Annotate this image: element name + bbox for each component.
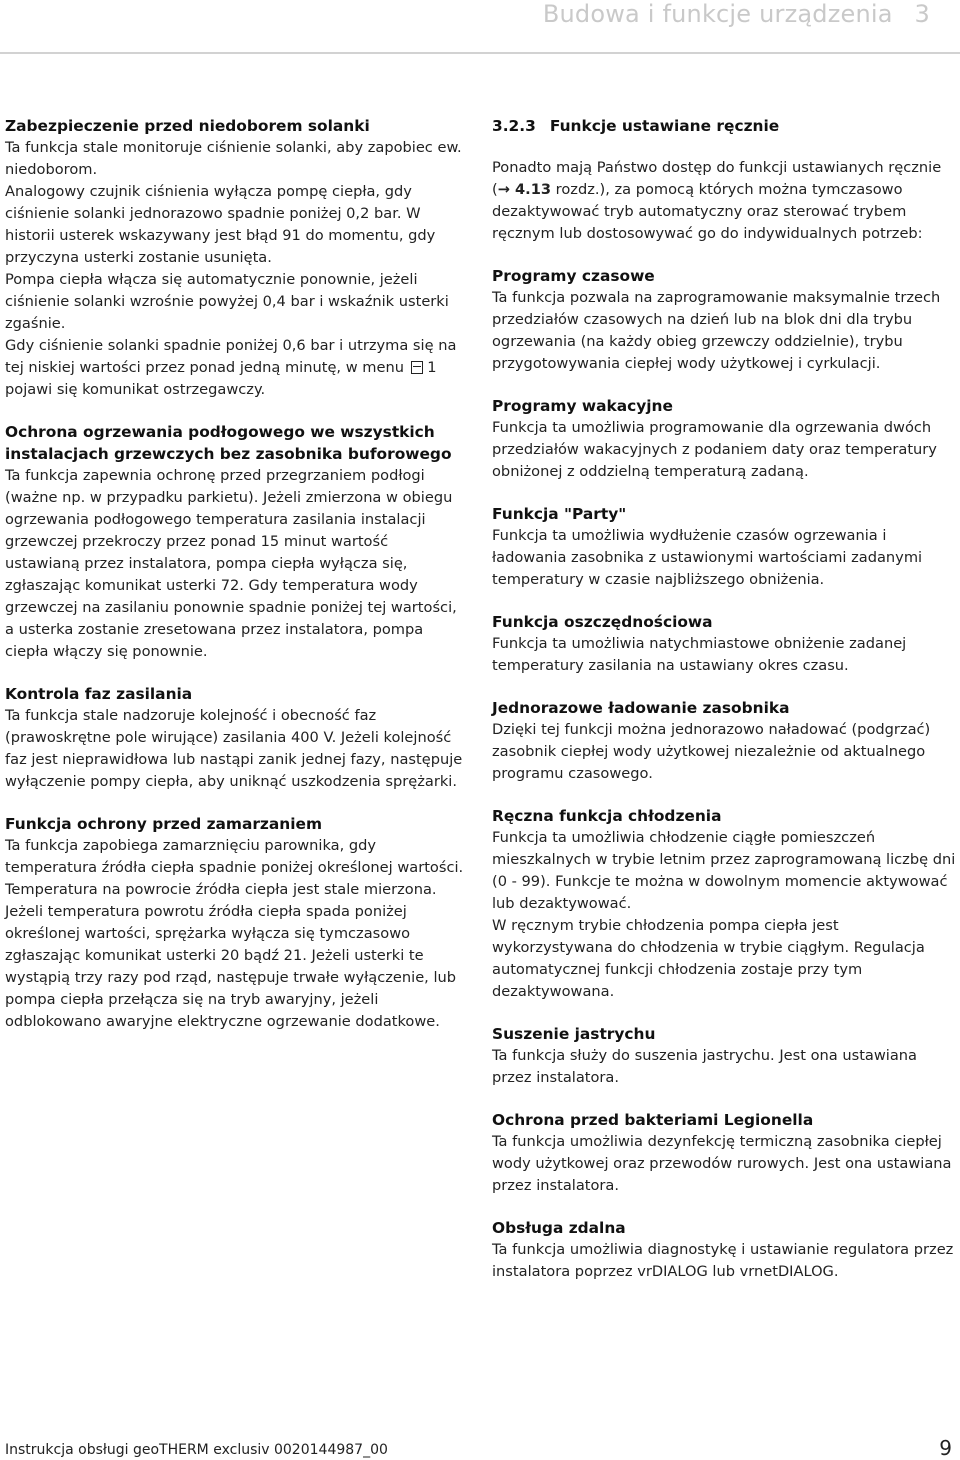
item-manual-cooling bbox=[492, 805, 957, 1003]
section-heading: Funkcja ochrony przed zamarzaniem bbox=[5, 815, 322, 833]
section-paragraph: Ta funkcja zapobiega zamarznięciu parownika, gdy temperatura źródła ciepła spadnie poniżej określonej wartości. bbox=[5, 837, 464, 876]
section-brine-protection bbox=[5, 115, 467, 401]
intro-text-after: rozdz.), za pomocą których można tymczasowo dezaktywować tryb automatyczny oraz sterować trybem ręcznym lub dostosowywać go do indywidualnych potrzeb: bbox=[492, 181, 923, 242]
header-title bbox=[543, 0, 930, 28]
section-intro bbox=[492, 157, 957, 245]
item-heading: Programy wakacyjne bbox=[492, 397, 673, 415]
section-paragraph: Analogowy czujnik ciśnienia wyłącza pompę ciepła, gdy ciśnienie solanki jednorazowo spadnie poniżej 0,2 bar. W historii usterek wskazywany jest błąd 91 do momentu, gdy przyczyna usterki zostanie usunięta. bbox=[5, 183, 436, 266]
section-heading: Ochrona ogrzewania podłogowego we wszystkich instalacjach grzewczych bez zasobnika buforowego bbox=[5, 423, 452, 463]
section-title bbox=[492, 115, 957, 137]
left-column bbox=[5, 115, 467, 1053]
item-paragraph: Funkcja ta umożliwia programowanie dla ogrzewania dwóch przedziałów wakacyjnych z podaniem daty oraz temperatury obniżonej z oddzielną temperaturą zadaną. bbox=[492, 419, 937, 480]
section-paragraph: Ta funkcja stale monitoruje ciśnienie solanki, aby zapobiec ew. niedoborom. bbox=[5, 139, 462, 178]
item-party-function bbox=[492, 503, 957, 591]
section-paragraph: Temperatura na powrocie źródła ciepła jest stale mierzona. Jeżeli temperatura powrotu źródła ciepła spada poniżej określonej wartości, sprężarka wyłącza się tymczasowo zgłaszając komunikat usterki 20 bądź 21. Jeżeli usterki te wystąpią trzy razy pod rząd, następuje trwałe wyłączenie, lub pompa ciepła przełącza się na tryb awaryjny, jeżeli odblokowano awaryjne elektryczne ogrzewanie dodatkowe. bbox=[5, 881, 457, 1030]
intro-paragraph bbox=[492, 157, 957, 245]
section-paragraph: Pompa ciepła włącza się automatycznie ponownie, jeżeli ciśnienie solanki wzrośnie powyżej 0,4 bar i wskaźnik usterki zgaśnie. bbox=[5, 271, 449, 332]
intro-text-before: Ponadto mają Państwo dostęp do funkcji ustawianych ręcznie ( bbox=[492, 159, 942, 198]
section-heading: Kontrola faz zasilania bbox=[5, 685, 193, 703]
item-heading: Funkcja "Party" bbox=[492, 505, 627, 523]
item-paragraph: Dzięki tej funkcji można jednorazowo naładować (podgrzać) zasobnik ciepłej wody użytkowej niezależnie od aktualnego programu czasowego. bbox=[492, 721, 931, 782]
footer-document-title: Instrukcja obsługi geoTHERM exclusiv 0020144987_00 bbox=[5, 1442, 388, 1458]
section-paragraph-menu bbox=[5, 335, 467, 401]
item-heading: Jednorazowe ładowanie zasobnika bbox=[492, 699, 790, 717]
footer-page-number: 9 bbox=[939, 1436, 952, 1460]
item-paragraph: Funkcja ta umożliwia wydłużenie czasów ogrzewania i ładowania zasobnika z ustawionymi wartościami zadanymi temperatury w czasie najbliższego obniżenia. bbox=[492, 527, 923, 588]
item-paragraph: Funkcja ta umożliwia natychmiastowe obniżenie zadanej temperatury zasilania na ustawiany okres czasu. bbox=[492, 635, 907, 674]
item-time-programs bbox=[492, 265, 957, 375]
item-paragraph: Ta funkcja umożliwia diagnostykę i ustawianie regulatora przez instalatora poprzez vrDIALOG lub vrnetDIALOG. bbox=[492, 1241, 954, 1280]
header-rule bbox=[0, 52, 960, 54]
item-paragraph: Ta funkcja umożliwia dezynfekcję termiczną zasobnika ciepłej wody użytkowej oraz przewodów rurowych. Jest ona ustawiana przez instalatora. bbox=[492, 1133, 952, 1194]
item-heading: Funkcja oszczędnościowa bbox=[492, 613, 713, 631]
cross-reference-link[interactable]: → 4.13 bbox=[497, 181, 552, 198]
section-phase-control bbox=[5, 683, 467, 793]
section-number: 3.2.3 bbox=[492, 117, 536, 135]
right-column bbox=[492, 115, 957, 1303]
item-heading: Programy czasowe bbox=[492, 267, 655, 285]
header-chapter-number: 3 bbox=[914, 0, 930, 28]
section-floor-heating-protection bbox=[5, 421, 467, 663]
section-title-text: Funkcje ustawiane ręcznie bbox=[549, 117, 780, 135]
section-frost-protection bbox=[5, 813, 467, 1033]
item-heading: Ręczna funkcja chłodzenia bbox=[492, 807, 722, 825]
section-paragraph: Ta funkcja zapewnia ochronę przed przegrzaniem podłogi (ważne np. w przypadku parkietu). Jeżeli zmierzona w obiegu ogrzewania podłogowego temperatura zasilania instalacji grzewczej przekroczy przez ponad 15 minut wartość ustawianą przez instalatora, pompa ciepła wyłącza się, zgłaszając komunikat usterki 72. Gdy temperatura wody grzewczej na zasilaniu ponownie spadnie poniżej tej wartości, a usterka zostanie zresetowana przez instalatora, pompa ciepła włączy się ponownie. bbox=[5, 467, 457, 660]
item-paragraph: W ręcznym trybie chłodzenia pompa ciepła jest wykorzystywana do chłodzenia w trybie ciągłym. Regulacja automatycznej funkcji chłodzenia zostaje przy tym dezaktywowana. bbox=[492, 917, 925, 1000]
item-paragraph: Funkcja ta umożliwia chłodzenie ciągłe pomieszczeń mieszkalnych w trybie letnim przez zaprogramowaną liczbę dni (0 - 99). Funkcje te można w dowolnym momencie aktywować lub dezaktywować. bbox=[492, 829, 956, 912]
item-one-time-charging bbox=[492, 697, 957, 785]
item-holiday-programs bbox=[492, 395, 957, 483]
item-screed-drying bbox=[492, 1023, 957, 1089]
item-paragraph: Ta funkcja służy do suszenia jastrychu. Jest ona ustawiana przez instalatora. bbox=[492, 1047, 917, 1086]
item-heading: Obsługa zdalna bbox=[492, 1219, 626, 1237]
item-heading: Ochrona przed bakteriami Legionella bbox=[492, 1111, 814, 1129]
section-heading: Zabezpieczenie przed niedoborem solanki bbox=[5, 117, 370, 135]
menu-icon bbox=[411, 361, 423, 374]
item-heading: Suszenie jastrychu bbox=[492, 1025, 656, 1043]
item-remote-service bbox=[492, 1217, 957, 1283]
header-title-text: Budowa i funkcje urządzenia bbox=[542, 0, 893, 28]
menu-paragraph-before: Gdy ciśnienie solanki spadnie poniżej 0,6 bar i utrzyma się na tej niskiej wartości przez ponad jedną minutę, w menu bbox=[5, 337, 457, 376]
menu-paragraph-after: 1 pojawi się komunikat ostrzegawczy. bbox=[5, 359, 437, 398]
item-saving-function bbox=[492, 611, 957, 677]
item-paragraph: Ta funkcja pozwala na zaprogramowanie maksymalnie trzech przedziałów czasowych na dzień lub na blok dni dla trybu ogrzewania (na każdy obieg grzewczy oddzielnie), trybu przygotowywania ciepłej wody użytkowej i cyrkulacji. bbox=[492, 289, 941, 372]
section-paragraph: Ta funkcja stale nadzoruje kolejność i obecność faz (prawoskrętne pole wirujące) zasilania 400 V. Jeżeli kolejność faz jest nieprawidłowa lub nastąpi zanik jednej fazy, następuje wyłączenie pompy ciepła, aby uniknąć uszkodzenia sprężarki. bbox=[5, 707, 463, 790]
item-legionella-protection bbox=[492, 1109, 957, 1197]
